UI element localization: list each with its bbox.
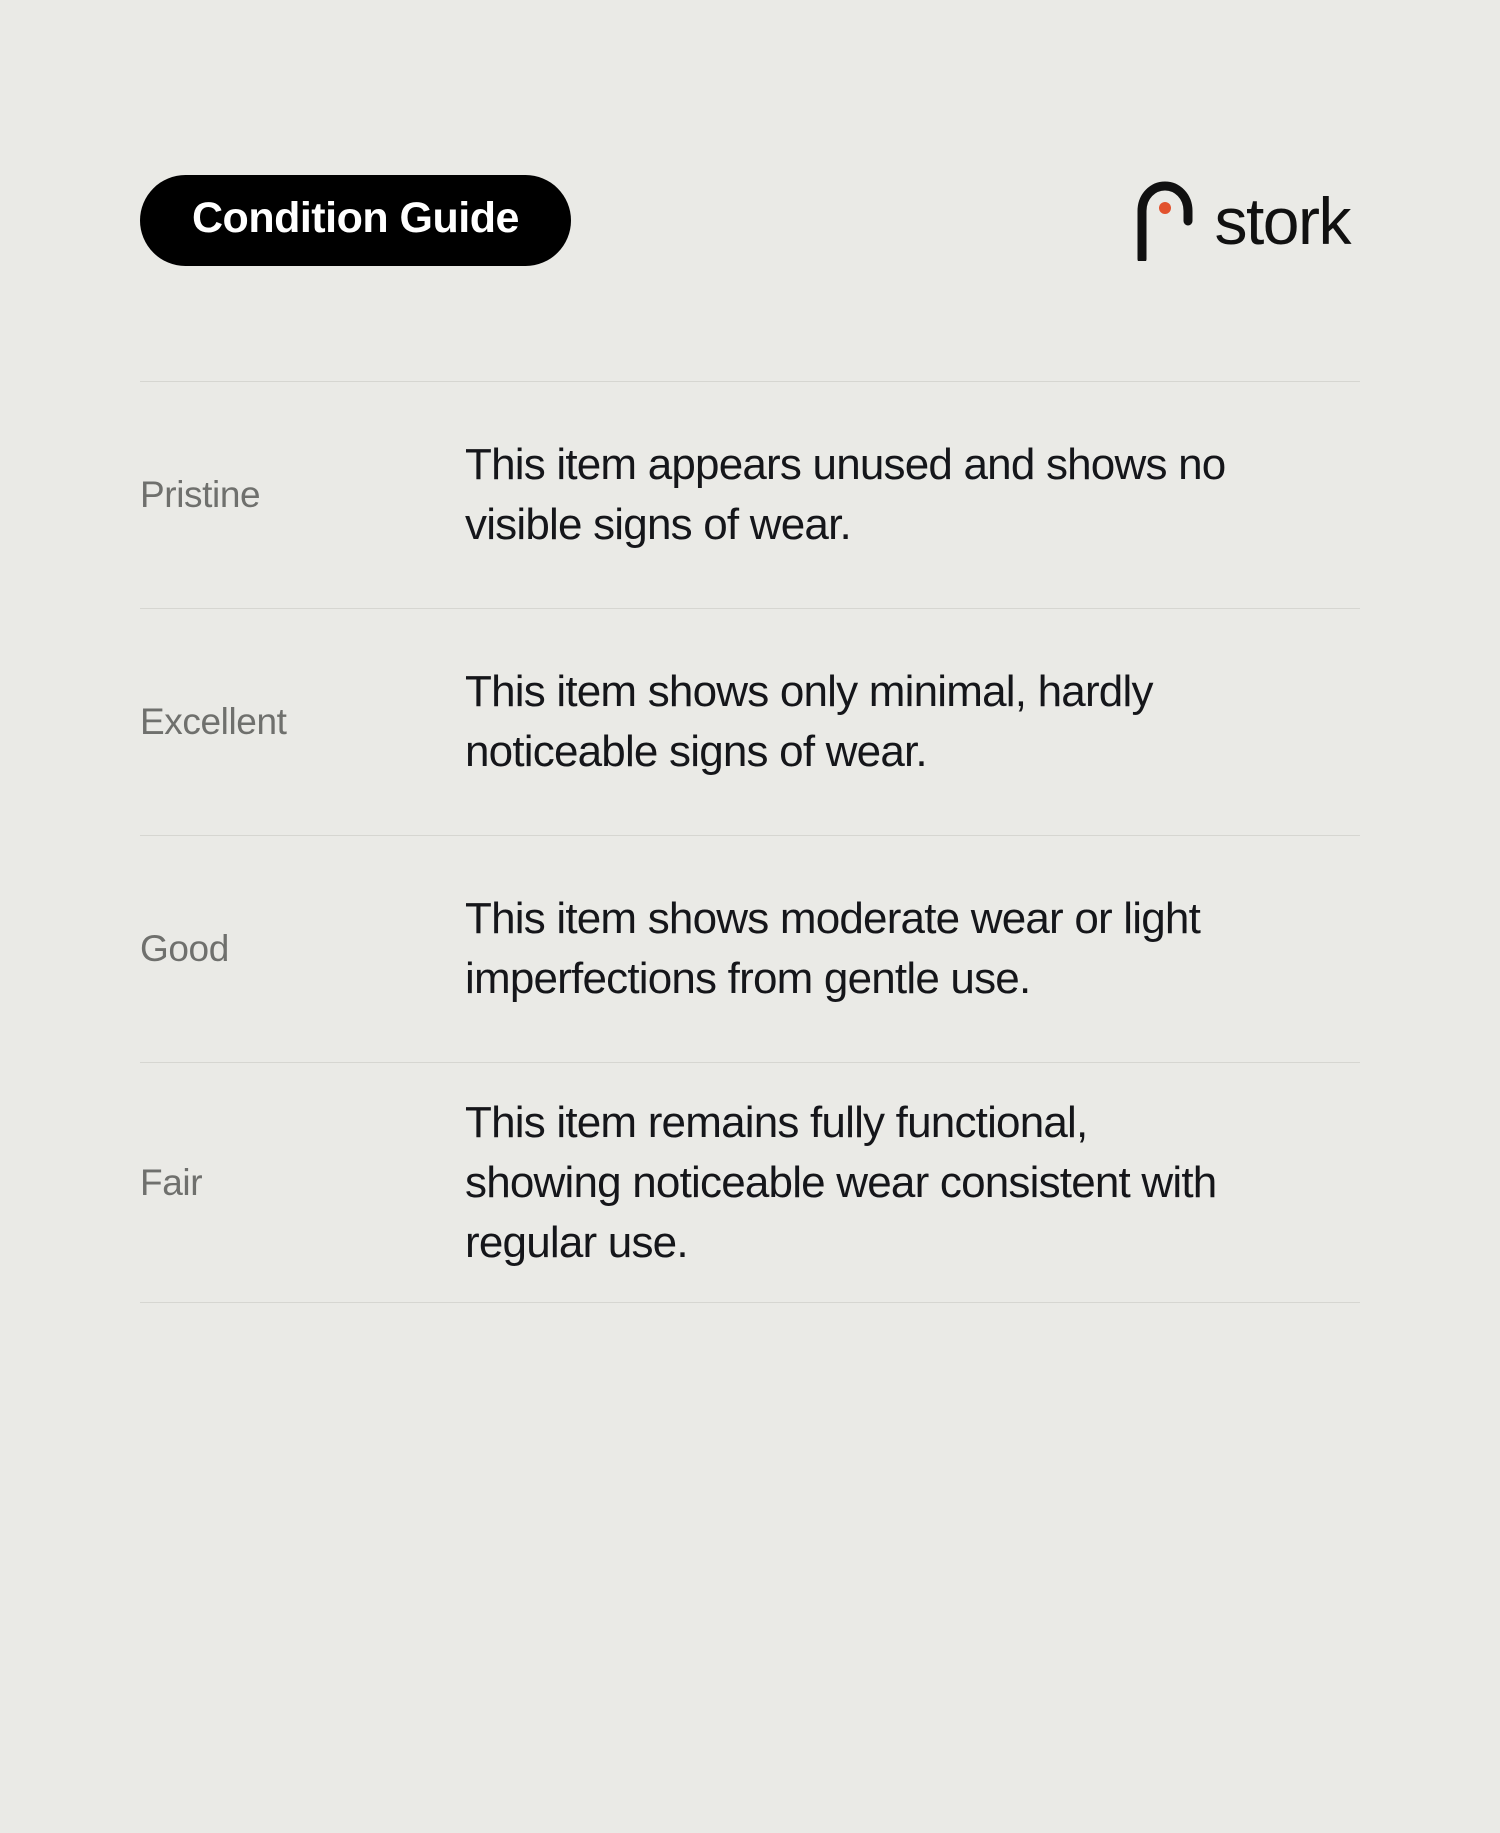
condition-label: Pristine bbox=[140, 474, 261, 515]
stork-logo-icon bbox=[1134, 181, 1196, 261]
table-row bbox=[140, 382, 1360, 608]
condition-description: This item shows moderate wear or light imperfections from gentle use. bbox=[465, 894, 1201, 1003]
brand-lockup bbox=[1134, 181, 1360, 261]
table-row bbox=[140, 609, 1360, 835]
condition-label: Fair bbox=[140, 1161, 203, 1203]
condition-table bbox=[140, 266, 1360, 1303]
condition-description: This item appears unused and shows no visible signs of wear. bbox=[465, 440, 1226, 549]
table-row bbox=[140, 836, 1360, 1062]
condition-description: This item shows only minimal, hardly noticeable signs of wear. bbox=[465, 667, 1153, 776]
page-title: Condition Guide bbox=[140, 175, 571, 266]
condition-label: Good bbox=[140, 928, 229, 969]
condition-description: This item remains fully functional, showing noticeable wear consistent with regular use. bbox=[465, 1098, 1217, 1267]
page-header bbox=[0, 0, 1500, 266]
table-row bbox=[140, 1063, 1360, 1302]
brand-name: stork bbox=[1214, 183, 1350, 258]
footer-spacer bbox=[0, 1303, 1500, 1304]
condition-label: Excellent bbox=[140, 701, 287, 742]
